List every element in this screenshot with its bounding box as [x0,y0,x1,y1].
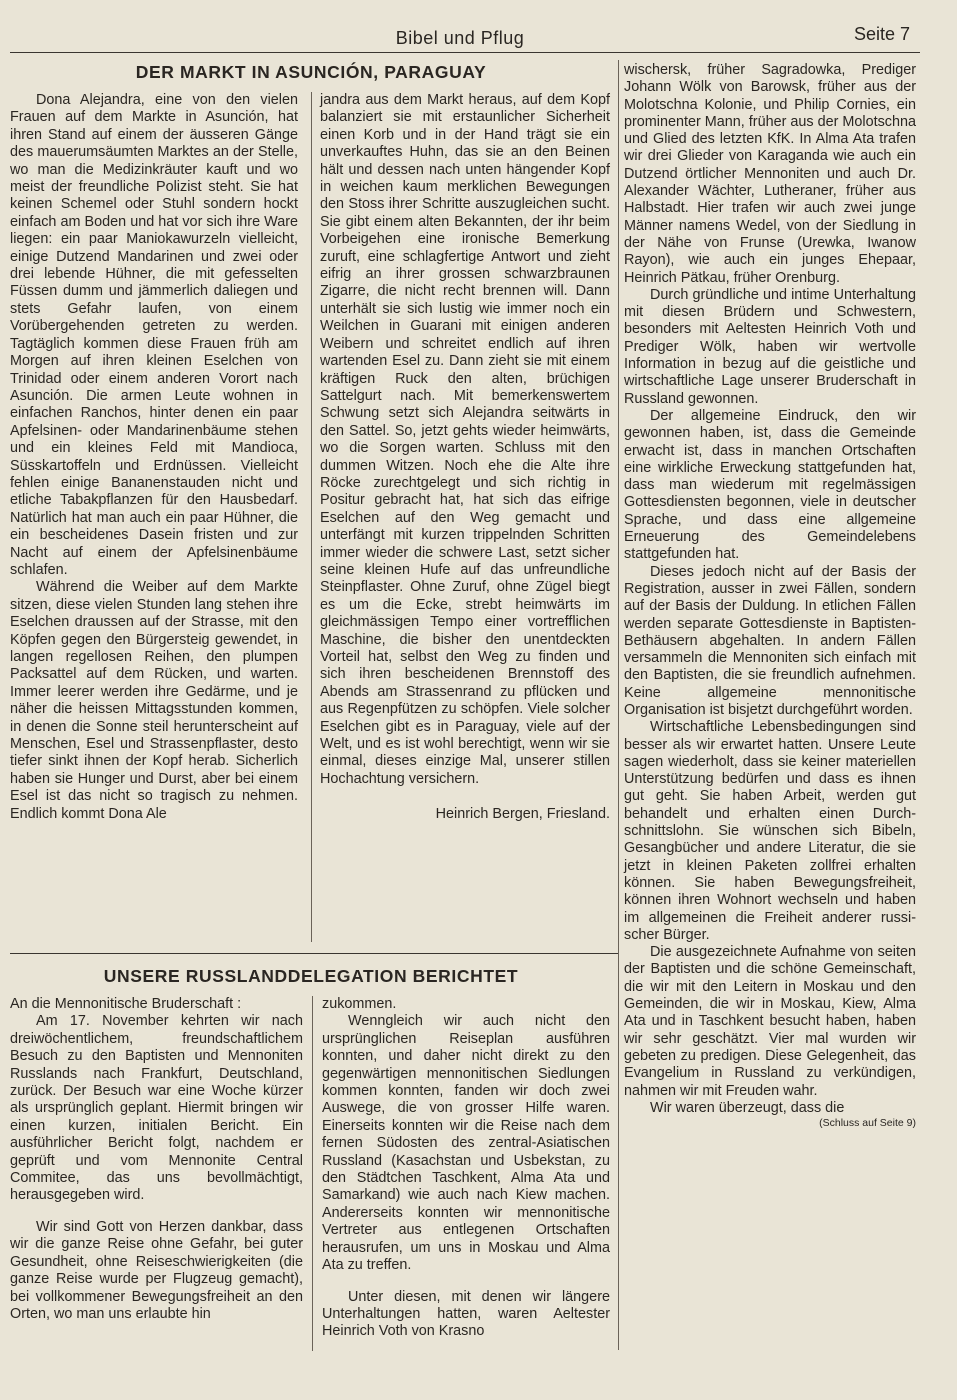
column-rule [312,996,313,1351]
article2-col3-paragraph: wischersk, früher Sagradowka, Prediger Johann Wölk von Barowsk, früher aus der Molotschna Kolonie, und Philip Cornies, ein prominenter Mann, früher aus der Molotschna und Glied des letzten KfK. In Alma Ata trafen wir drei Glieder von Karaganda wie auch ein Dutzend örtlicher Mennoniten und auch Dr. Alexander Wächter, Lutheraner, früher aus Halbstadt. Hier trafen wir auch zwei junge Männer namens Wedel, von der Siedlung in der Nähe von Frunse (Urewka, Iwanow Rayon), wie auch ein junges Ehepaar, Heinrich Pätkau, früher Orenburg. [624,62,916,286]
article2-col1-paragraph: Wir sind Gott von Herzen dankbar, dass wir die ganze Reise ohne Gefahr, bei guter Gesundheit, ohne Reiseschwierigkeiten (die ganze Reise wurde per Flugzeug gemacht), bei vollkommener Bewegungsfreiheit an den Orten, wo man uns erlaubte hin [10,1218,303,1322]
article2-col3-paragraph: Wir waren überzeugt, dass die [650,1099,845,1116]
article1-col1-paragraph: Während die Weiber auf dem Markte sitzen, diese vielen Stunden lang stehen ihre Eselchen draussen auf der Strasse, mit den Köpfen gegen den Bürgersteig gewendet, in langen regellosen Reihen, den plumpen Packsattel auf dem Rücken, und warten. Immer leerer werden ihre Gedärme, und je näher die heissen Mittagsstunden kommen, in denen die Sonne steil herunterscheint auf Menschen, Esel und Strassenpflaster, desto tiefer sinkt ihnen der Kopf herab. Sicherlich haben sie Hunger und Durst, aber bei einem Esel ist das nicht so tragisch zu nehmen. Endlich kommt Dona Ale [10,579,298,822]
running-header-title: Bibel und Pflug [395,28,525,48]
article1-col2-paragraph: jandra aus dem Markt heraus, auf dem Kopf balanziert sie mit erstaunlicher Sicherheit einen Korb und in der Hand trägt sie ein unverkauftes Huhn, das sie an den Beinen hält und dessen nach unten hängender Kopf in weichen kaum merklichen Bewegungen den Stoss ihrer Schritte auszugleichen sucht. Sie gibt einem alten Bekannten, der ihr beim Vorbeigehen eine ironische Bemerkung zuruft, eine schlagfertige Antwort und zieht eifrig an ihrer grossen schwarzbraunen Zigarre, die nicht recht brennen will. Dann unterhält sie sich lustig wie immer noch ein Weilchen in Guarani mit einigen anderen Weibern und schreitet endlich auf ihren wartenden Esel zu. Dann zieht sie mit einem kräftigen Ruck den alten, brüchigen Sattelgurt nach. Mit bemerkenswertem Schwung setzt sich Alejandra seitwärts in den Sattel. So, jetzt gehts wieder heimwärts, wo die Sorgen warten. Schluss mit den dummen Witzen. Noch ehe die Alte ihre Röcke zurechtgelegt und sich richtig in Positur gebracht hat, hat sich das eifrige Eselchen auf den Weg gemacht und unterfängt mit kurzen trippelnden Schritten immer wieder die schwere Last, setzt sicher seine kleinen Hufe auf das unfreundliche Steinpflaster. Ohne Zuruf, ohne Zügel biegt es um die Ecke, strebt heimwärts im gleichmässigen Tempo einer vortrefflichen Maschine, die bisher den unentdeckten Vorteil hat, selbst den Weg zu finden und sich ihren bescheidenen Brennstoff des Abends am Strassenrand zu pflücken und aus Regenpfützen zu schöpfen. Viele solcher Eselchen gibt es in Paraguay, viele auf der Welt, und es ist wohl berechtigt, wenn wir sie einmal, dieses einzige Mal, unserer stillen Hochachtung versichern. [320,92,610,787]
article2-column-3 [624,62,916,1129]
article1-column-2 [320,92,610,824]
article2-col2-paragraph: Wenngleich wir auch nicht den ursprünglichen Reiseplan ausführen konnten, und daher nicht direkt zu den gegenwärtigen mennonitischen Siedlungen kommen konnten, fanden wir doch zwei Auswege, die von grosser Hilfe waren. Einerseits konnten wir die Reise nach dem fernen Südosten des zentral-Asiatischen Russland (Kasachstan und Usbekstan, zu den Städtchen Taschkent, Alma Ata und Samarkand) wie auch nach Kiew machen. Andererseits konnten wir mennonitische Vertreter aus entlegenen Ortschaften herausrufen, um uns in Moskau und Alma Ata zu treffen. [322,1013,610,1274]
article1-column-1 [10,92,298,823]
article2-salutation: An die Mennonitische Bruderschaft : [10,996,242,1012]
page-number: Seite 7 [853,24,910,44]
article2-col3-paragraph: Der allgemeine Eindruck, den wir gewonnen haben, ist, dass die Gemeinde erwacht ist, dass in manchen Ortschaften eine wirkliche Erweckung stattgefunden hat, dass man wiederum mit regelmässigen Gottesdiensten begonnen, viele in deutscher Sprache, und dass eine allgemeine Erneuerung des Gemeindelebens stattgefunden hat. [624,407,916,563]
article2-col3-paragraph: Dieses jedoch nicht auf der Basis der Registration, ausser in zwei Fällen, sondern auf der Basis der Duldung. In etlichen Fällen werden separate Gottesdienste in Baptisten-Bethäusern abgehalten. In andern Fällen versammeln die Mennoniten sich einfach mit den Baptisten, die sie freundlich aufnehmen. Keine allgemeine mennonitische Organisation ist bisjetzt durchgeführt worden. [624,563,916,718]
article1-headline: DER MARKT IN ASUNCIÓN, PARAGUAY [135,62,487,82]
article2-column-1 [10,996,303,1323]
article2-headline: UNSERE RUSSLANDDELEGATION BERICHTET [103,966,519,986]
article2-col2-paragraph: zukommen. [322,996,397,1012]
continuation-note: (Schluss auf Seite 9) [819,1117,916,1130]
article1-signature: Heinrich Bergen, Friesland. [435,806,610,823]
article2-column-2 [322,996,610,1341]
header-rule [10,52,920,53]
article2-col3-paragraph: Durch gründliche und intime Unterhaltung mit diesen Brüdern und Schwestern, besonders mit Aeltesten Heinrich Voth und Prediger Wölk, haben wir wertvolle Information in bezug auf die geistliche und wirtschaftliche Lage unserer Bruderschaft in Russland gewonnen. [624,286,916,407]
article1-col1-paragraph: Dona Alejandra, eine von den vielen Frauen auf dem Markte in Asunción, hat ihren Stand auf einem der äusseren Gänge des mauerumsäumten Marktes an der Stelle, wo man die Medizinkräuter kauft und wo meist der freundliche Polizist steht. Sie hat keinen Schemel oder Stuhl sondern hockt einfach am Boden und hat vor sich ihre Ware liegen: ein paar Maniokawurzeln vielleicht, einige Dutzend Mandarinen und zwei oder drei lebende Hühner, die mit gefesselten Füssen dumm und jämmerlich daliegen und stets Gefahr laufen, von einem Vorübergehenden getreten zu werden. Tagtäglich kommen diese Frauen früh am Morgen auf ihren kleinen Eselchen von Trinidad oder einem anderen Vorort nach Asunción. Die armen Leute wohnen in einfachen Ranchos, hinter denen ein paar Apfelsinen- oder Mandarinenbäume stehen und ein kleines Feld mit Mandioca, Süsskartoffeln und Erdnüssen. Vielleicht fehlen einige Bananenstauden nicht und etliche Tabakpflanzen für den Hausbedarf. Natürlich hat man auch ein paar Hühner, die ein bescheidenes Dasein fristen und zur Nacht auf einem der Apfelsinenbäume schlafen. [10,92,298,578]
article2-col2-paragraph: Unter diesen, mit denen wir längere Unterhaltungen hatten, waren Aeltester Heinrich Voth von Krasno [322,1288,610,1340]
article2-col1-paragraph: Am 17. November kehrten wir nach dreiwöchentlichem, freundschaftlichem Besuch zu den Baptisten und Mennoniten Russlands nach Frankfurt, Deutschland, zurück. Der Besuch war eine Woche kürzer als ursprünglich geplant. Hiermit bringen wir einen kurzen, initialen Bericht. Ein ausführlicher Bericht folgt, nachdem er geprüft und vom Mennonite Central Commitee, das uns bevollmächtigt, herausgegeben wird. [10,1013,303,1204]
column-rule [311,92,312,942]
column-rule [618,60,619,1350]
article2-col3-paragraph: Wirtschaftliche Lebensbedingungen sind besser als wir erwartet hatten. Unsere Leute sagen wiederholt, dass sie keiner materiellen Unterstützung bedürfen und dass es ihnen gut geht. Sie haben Arbeit, werden gut behandelt und erhalten einen Durchschnittslohn. Sie wünschen sich Bibeln, Gesangbücher und andere Literatur, die sie jetzt in kleinen Paketen zollfrei erhalten können. Sie haben Bewegungsfreiheit, können ihren Wohnort wechseln und haben im allgemeinen die Freiheit anderer russischer Bürger. [624,719,916,943]
article-separator [10,953,618,954]
article2-col3-paragraph: Die ausgezeichnete Aufnahme von seiten der Baptisten und die schöne Gemeinschaft, die wir mit den Leitern in Moskau und den Gemeinden, die wir in Moskau, Kiew, Alma Ata und in Taschkent besucht haben, haben wir sehr geschätzt. Vier mal wurden wir gebeten zu predigen. Diese Gelegenheit, das Evangelium in Russland zu verkündigen, nahmen wir mit Freuden wahr. [624,944,916,1099]
